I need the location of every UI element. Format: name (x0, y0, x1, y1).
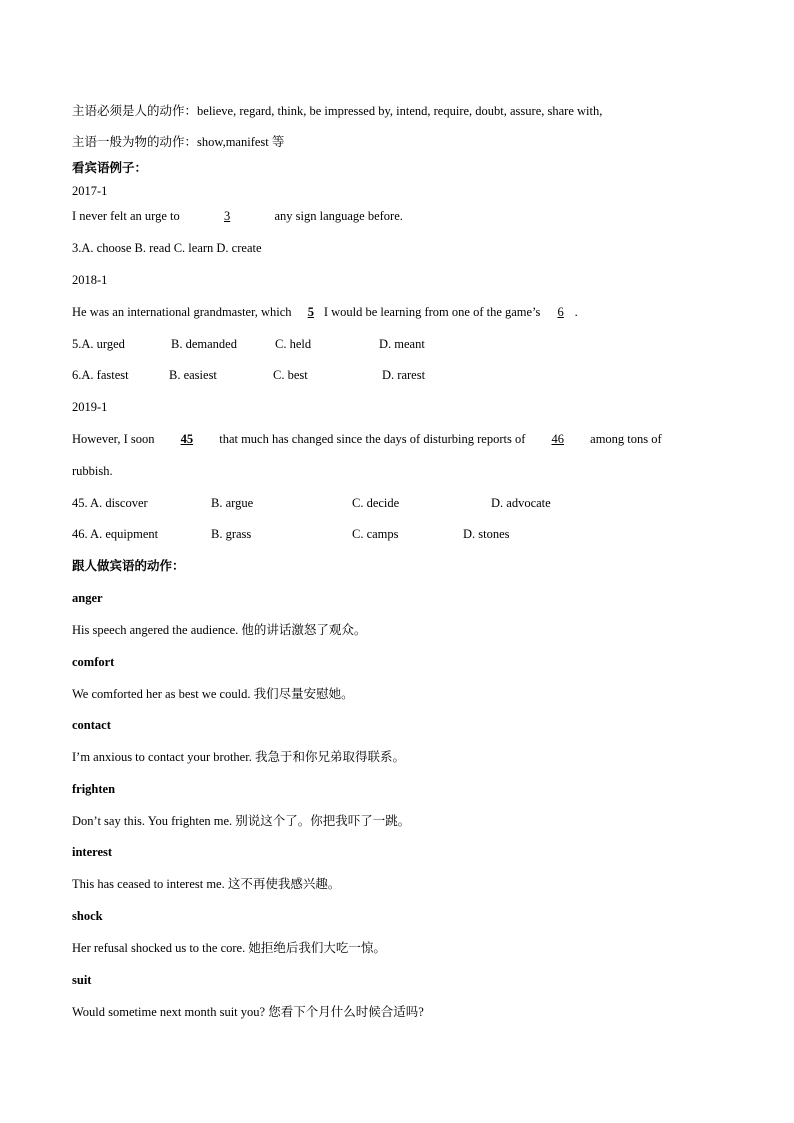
vocab-example: His speech angered the audience. 他的讲话激怒了观众。 (72, 623, 367, 637)
intro-line-1 (72, 103, 602, 119)
person-heading: 跟人做宾语的动作： (72, 559, 185, 573)
sentence-text: any sign language before. (274, 209, 403, 223)
sentence-text: He was an international grandmaster, which (72, 305, 292, 319)
year-2018: 2018-1 (72, 273, 108, 287)
options-2017: 3.A. choose B. read C. learn D. create (72, 241, 262, 255)
vocab-word: interest (72, 845, 113, 859)
year-2017: 2017-1 (72, 184, 108, 198)
sentence-2018 (72, 304, 578, 320)
blank-3: 3 (223, 209, 231, 223)
option-5a: 5.A. urged (72, 337, 125, 351)
vocab-word: suit (72, 973, 92, 987)
vocab-word: frighten (72, 782, 116, 796)
vocab-word: anger (72, 591, 103, 605)
vocab-example: Don’t say this. You frighten me. 别说这个了。你把我吓了一跳。 (72, 814, 411, 828)
sentence-text: among tons of (590, 432, 662, 446)
blank-46: 46 (551, 432, 565, 446)
vocab-word: contact (72, 718, 111, 732)
intro-words: believe, regard, think, be impressed by, intend, require, doubt, assure, share with, (197, 104, 603, 118)
sentence-2017 (72, 208, 403, 224)
vocab-word: comfort (72, 655, 115, 669)
option-46c: C. camps (352, 527, 399, 541)
vocab-example: Her refusal shocked us to the core. 她拒绝后我们大吃一惊。 (72, 941, 386, 955)
blank-6: 6 (557, 305, 564, 319)
option-45d: D. advocate (491, 496, 551, 510)
blank-45: 45 (180, 432, 194, 446)
option-45b: B. argue (211, 496, 254, 510)
vocab-example: We comforted her as best we could. 我们尽量安慰她。 (72, 687, 354, 701)
object-heading: 看宾语例子： (72, 161, 148, 175)
option-6b: B. easiest (169, 368, 217, 382)
sentence-text: I never felt an urge to (72, 209, 180, 223)
option-46d: D. stones (463, 527, 510, 541)
option-6a: 6.A. fastest (72, 368, 129, 382)
option-6d: D. rarest (382, 368, 426, 382)
year-2019: 2019-1 (72, 400, 108, 414)
sentence-2019 (72, 431, 662, 447)
option-5b: B. demanded (171, 337, 237, 351)
option-5c: C. held (275, 337, 312, 351)
option-5d: D. meant (379, 337, 425, 351)
sentence-text: that much has changed since the days of disturbing reports of (219, 432, 526, 446)
option-6c: C. best (273, 368, 308, 382)
vocab-word: shock (72, 909, 103, 923)
sentence-text: I would be learning from one of the game’s (323, 305, 541, 319)
intro-label: 主语必须是人的动作： (72, 104, 198, 118)
vocab-example: This has ceased to interest me. 这不再使我感兴趣。 (72, 877, 341, 891)
intro-line-2: 主语一般为物的动作：show,manifest 等 (72, 135, 285, 149)
vocab-example: I’m anxious to contact your brother. 我急于和你兄弟取得联系。 (72, 750, 405, 764)
option-45c: C. decide (352, 496, 400, 510)
sentence-text: However, I soon (72, 432, 155, 446)
option-46b: B. grass (211, 527, 252, 541)
option-46a: 46. A. equipment (72, 527, 159, 541)
sentence-2019-cont: rubbish. (72, 464, 113, 478)
vocab-example: Would sometime next month suit you? 您看下个月什么时候合适吗? (72, 1005, 424, 1019)
blank-5: 5 (307, 305, 314, 319)
sentence-end: . (574, 305, 578, 319)
option-45a: 45. A. discover (72, 496, 148, 510)
